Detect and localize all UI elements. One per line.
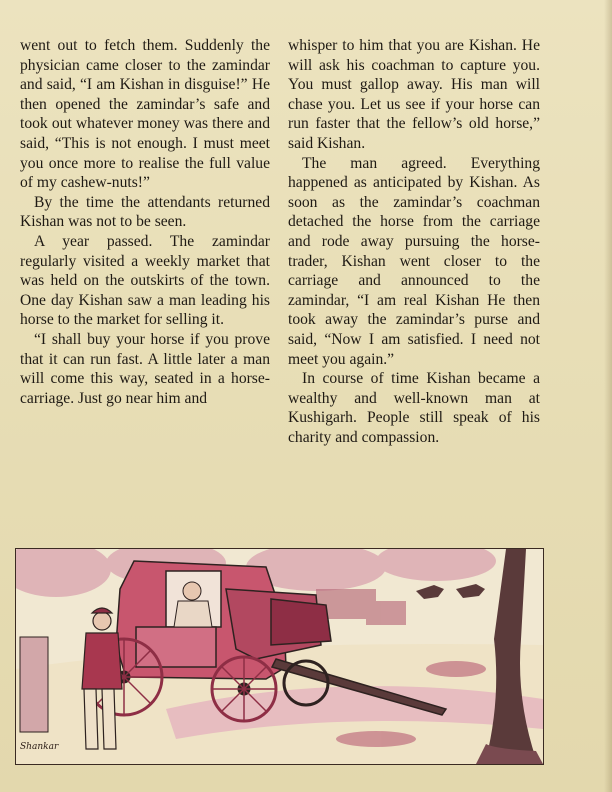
paragraph: A year passed. The zamindar regularly visited a weekly market that was held on the outskirts of the town. One day Kishan saw a man leading his horse to the market for selling it. bbox=[20, 232, 270, 329]
text-column-left bbox=[20, 36, 270, 408]
paragraph: The man agreed. Everything happened as anticipated by Kishan. As soon as the zamindar’s coachman detached the horse from the carriage and rode away pursuing the horse-trader, Kishan went closer to the carriage and announced to the zamindar, “I am real Kishan He then took away the zamindar’s purse and said, “Now I am satisfied. I need not meet you again.” bbox=[288, 154, 540, 368]
text-column-right bbox=[288, 36, 540, 447]
paragraph: In course of time Kishan became a wealthy and well-known man at Kushigarh. People still speak of his charity and compassion. bbox=[288, 370, 540, 446]
carriage-illustration bbox=[15, 548, 544, 765]
paragraph: whisper to him that you are Kishan. He will ask his coachman to capture you. You must gallop away. His man will chase you. Let us see if your horse can run faster that the fellow’s old horse,” said Kishan. bbox=[288, 37, 540, 152]
artist-signature: Shankar bbox=[20, 742, 59, 752]
paragraph: went out to fetch them. Suddenly the physician came closer to the zamindar and said, “I am Kishan in disguise!” He then opened the zamindar’s safe and took out whatever money was there and said, “This is not enough. I must meet you once more to realise the full value of my cashew-nuts!” bbox=[20, 37, 270, 192]
paragraph: By the time the attendants returned Kishan was not to be seen. bbox=[20, 193, 270, 231]
page-edge-shadow bbox=[604, 0, 612, 792]
paragraph: “I shall buy your horse if you prove that it can run fast. A little later a man will come this way, seated in a horse-carriage. Just go near him and bbox=[20, 330, 270, 407]
